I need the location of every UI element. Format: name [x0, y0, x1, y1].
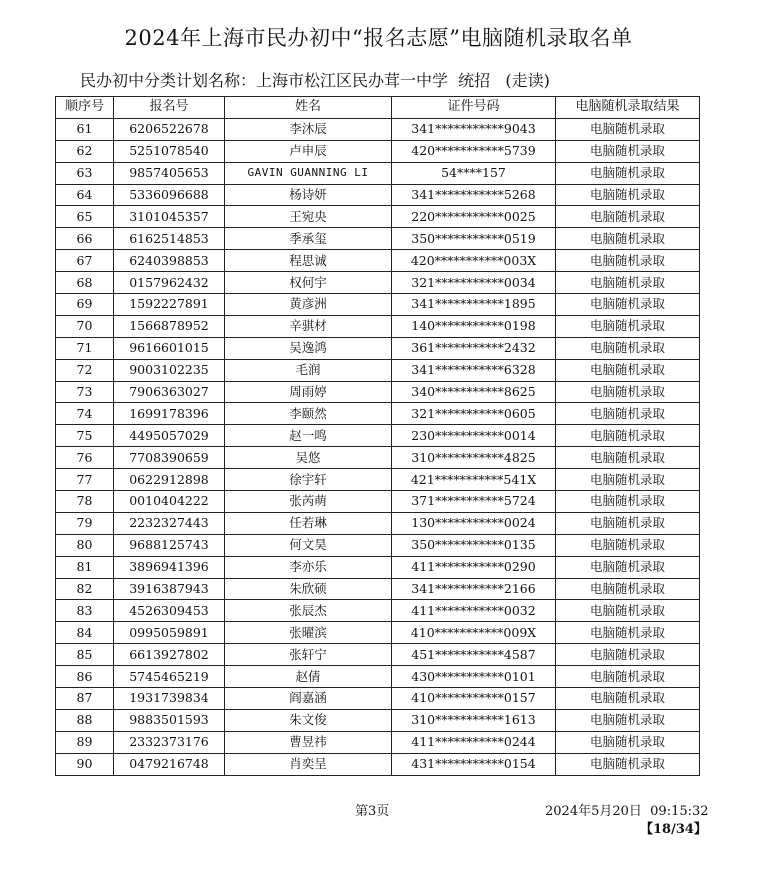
result-cell: 电脑随机录取	[556, 600, 700, 622]
reg-no-cell: 2232327443	[114, 512, 225, 534]
reg-no-cell: 9857405653	[114, 162, 225, 184]
seq-cell: 75	[56, 425, 114, 447]
seq-cell: 74	[56, 403, 114, 425]
seq-cell: 62	[56, 140, 114, 162]
id-no-cell: 310***********4825	[392, 447, 556, 469]
table-row	[56, 381, 700, 403]
seq-cell: 71	[56, 337, 114, 359]
result-cell: 电脑随机录取	[556, 272, 700, 294]
reg-no-cell: 9688125743	[114, 534, 225, 556]
id-no-cell: 340***********8625	[392, 381, 556, 403]
reg-no-cell: 0479216748	[114, 753, 225, 775]
name-cell: 何文昊	[225, 534, 392, 556]
table-row	[56, 359, 700, 381]
reg-no-cell: 0010404222	[114, 491, 225, 513]
table-row	[56, 512, 700, 534]
result-cell: 电脑随机录取	[556, 250, 700, 272]
seq-cell: 83	[56, 600, 114, 622]
id-no-cell: 230***********0014	[392, 425, 556, 447]
table-row	[56, 534, 700, 556]
reg-no-cell: 4526309453	[114, 600, 225, 622]
result-cell: 电脑随机录取	[556, 688, 700, 710]
result-cell: 电脑随机录取	[556, 753, 700, 775]
id-no-cell: 431***********0154	[392, 753, 556, 775]
id-no-cell: 341***********5268	[392, 184, 556, 206]
seq-cell: 89	[56, 731, 114, 753]
reg-no-cell: 0157962432	[114, 272, 225, 294]
result-cell: 电脑随机录取	[556, 731, 700, 753]
seq-cell: 80	[56, 534, 114, 556]
name-cell: 曹昱祎	[225, 731, 392, 753]
table-body	[56, 118, 700, 775]
name-cell: 赵倩	[225, 666, 392, 688]
result-cell: 电脑随机录取	[556, 315, 700, 337]
result-cell: 电脑随机录取	[556, 469, 700, 491]
id-no-cell: 341***********2166	[392, 578, 556, 600]
result-cell: 电脑随机录取	[556, 359, 700, 381]
reg-no-cell: 4495057029	[114, 425, 225, 447]
result-cell: 电脑随机录取	[556, 294, 700, 316]
id-no-cell: 350***********0519	[392, 228, 556, 250]
reg-no-cell: 1931739834	[114, 688, 225, 710]
name-cell: 吴悠	[225, 447, 392, 469]
result-cell: 电脑随机录取	[556, 491, 700, 513]
result-cell: 电脑随机录取	[556, 228, 700, 250]
name-cell: 朱文俊	[225, 709, 392, 731]
name-cell: 赵一鸣	[225, 425, 392, 447]
id-no-cell: 140***********0198	[392, 315, 556, 337]
result-cell: 电脑随机录取	[556, 337, 700, 359]
result-cell: 电脑随机录取	[556, 556, 700, 578]
reg-no-cell: 6613927802	[114, 644, 225, 666]
seq-cell: 68	[56, 272, 114, 294]
table-row	[56, 250, 700, 272]
table-row	[56, 447, 700, 469]
seq-cell: 84	[56, 622, 114, 644]
id-no-cell: 341***********9043	[392, 118, 556, 140]
table-row	[56, 709, 700, 731]
name-cell: 周雨婷	[225, 381, 392, 403]
name-cell: 朱欣硕	[225, 578, 392, 600]
page-number: 第3页	[355, 804, 390, 819]
header-id-no: 证件号码	[392, 97, 556, 119]
reg-no-cell: 3916387943	[114, 578, 225, 600]
reg-no-cell: 0622912898	[114, 469, 225, 491]
id-no-cell: 341***********1895	[392, 294, 556, 316]
plan-name: 民办初中分类计划名称：上海市松江区民办茸一中学 统招 (走读)	[80, 71, 550, 90]
id-no-cell: 310***********1613	[392, 709, 556, 731]
id-no-cell: 321***********0034	[392, 272, 556, 294]
id-no-cell: 411***********0244	[392, 731, 556, 753]
result-cell: 电脑随机录取	[556, 425, 700, 447]
seq-cell: 63	[56, 162, 114, 184]
reg-no-cell: 6240398853	[114, 250, 225, 272]
seq-cell: 81	[56, 556, 114, 578]
name-cell: 徐宇轩	[225, 469, 392, 491]
document-title: 2024年上海市民办初中“报名志愿”电脑随机录取名单	[124, 26, 633, 50]
name-cell: 肖奕呈	[225, 753, 392, 775]
table-row	[56, 469, 700, 491]
reg-no-cell: 6206522678	[114, 118, 225, 140]
table-row	[56, 140, 700, 162]
table-row	[56, 600, 700, 622]
result-cell: 电脑随机录取	[556, 512, 700, 534]
reg-no-cell: 9616601015	[114, 337, 225, 359]
table-row	[56, 578, 700, 600]
name-cell: 任若琳	[225, 512, 392, 534]
table-row	[56, 162, 700, 184]
result-cell: 电脑随机录取	[556, 622, 700, 644]
reg-no-cell: 0995059891	[114, 622, 225, 644]
seq-cell: 86	[56, 666, 114, 688]
name-cell: 黄彦洲	[225, 294, 392, 316]
id-no-cell: 130***********0024	[392, 512, 556, 534]
seq-cell: 79	[56, 512, 114, 534]
name-cell: 李沐辰	[225, 118, 392, 140]
result-cell: 电脑随机录取	[556, 644, 700, 666]
id-no-cell: 410***********009X	[392, 622, 556, 644]
reg-no-cell: 3896941396	[114, 556, 225, 578]
result-cell: 电脑随机录取	[556, 140, 700, 162]
name-cell: 杨诗妍	[225, 184, 392, 206]
name-cell: 张曜滨	[225, 622, 392, 644]
seq-cell: 73	[56, 381, 114, 403]
id-no-cell: 220***********0025	[392, 206, 556, 228]
table-row	[56, 184, 700, 206]
id-no-cell: 421***********541X	[392, 469, 556, 491]
result-cell: 电脑随机录取	[556, 534, 700, 556]
page-count: 【18/34】	[640, 822, 707, 837]
print-timestamp: 2024年5月20日 09:15:32	[545, 804, 709, 819]
table-row	[56, 491, 700, 513]
seq-cell: 90	[56, 753, 114, 775]
id-no-cell: 54****157	[392, 162, 556, 184]
name-cell: 张轩宁	[225, 644, 392, 666]
seq-cell: 70	[56, 315, 114, 337]
reg-no-cell: 2332373176	[114, 731, 225, 753]
seq-cell: 88	[56, 709, 114, 731]
name-cell: 程思诚	[225, 250, 392, 272]
id-no-cell: 420***********003X	[392, 250, 556, 272]
id-no-cell: 371***********5724	[392, 491, 556, 513]
seq-cell: 64	[56, 184, 114, 206]
seq-cell: 65	[56, 206, 114, 228]
table-row	[56, 644, 700, 666]
table-row	[56, 118, 700, 140]
seq-cell: 66	[56, 228, 114, 250]
result-cell: 电脑随机录取	[556, 578, 700, 600]
reg-no-cell: 9883501593	[114, 709, 225, 731]
result-cell: 电脑随机录取	[556, 206, 700, 228]
header-name: 姓名	[225, 97, 392, 119]
id-no-cell: 411***********0032	[392, 600, 556, 622]
result-cell: 电脑随机录取	[556, 447, 700, 469]
table-row	[56, 337, 700, 359]
result-cell: 电脑随机录取	[556, 666, 700, 688]
reg-no-cell: 1699178396	[114, 403, 225, 425]
table-row	[56, 403, 700, 425]
header-result: 电脑随机录取结果	[556, 97, 700, 119]
table-header-row	[56, 97, 700, 119]
name-cell: 卢申辰	[225, 140, 392, 162]
header-reg-no: 报名号	[114, 97, 225, 119]
seq-cell: 76	[56, 447, 114, 469]
name-cell: 权何宇	[225, 272, 392, 294]
seq-cell: 61	[56, 118, 114, 140]
admission-table	[55, 96, 700, 776]
seq-cell: 85	[56, 644, 114, 666]
result-cell: 电脑随机录取	[556, 709, 700, 731]
id-no-cell: 341***********6328	[392, 359, 556, 381]
table-row	[56, 206, 700, 228]
reg-no-cell: 5251078540	[114, 140, 225, 162]
result-cell: 电脑随机录取	[556, 381, 700, 403]
table-row	[56, 315, 700, 337]
name-cell: 毛润	[225, 359, 392, 381]
reg-no-cell: 5336096688	[114, 184, 225, 206]
table-row	[56, 294, 700, 316]
table-row	[56, 753, 700, 775]
seq-cell: 77	[56, 469, 114, 491]
seq-cell: 82	[56, 578, 114, 600]
name-cell: 李亦乐	[225, 556, 392, 578]
id-no-cell: 361***********2432	[392, 337, 556, 359]
result-cell: 电脑随机录取	[556, 162, 700, 184]
reg-no-cell: 5745465219	[114, 666, 225, 688]
id-no-cell: 410***********0157	[392, 688, 556, 710]
name-cell: 辛骐材	[225, 315, 392, 337]
table-row	[56, 228, 700, 250]
header-seq: 顺序号	[56, 97, 114, 119]
name-cell: 李颐然	[225, 403, 392, 425]
seq-cell: 69	[56, 294, 114, 316]
table-row	[56, 688, 700, 710]
reg-no-cell: 9003102235	[114, 359, 225, 381]
seq-cell: 87	[56, 688, 114, 710]
reg-no-cell: 7708390659	[114, 447, 225, 469]
table-row	[56, 556, 700, 578]
result-cell: 电脑随机录取	[556, 118, 700, 140]
name-cell: GAVIN GUANNING LI	[225, 162, 392, 184]
id-no-cell: 430***********0101	[392, 666, 556, 688]
result-cell: 电脑随机录取	[556, 184, 700, 206]
name-cell: 张芮萌	[225, 491, 392, 513]
table-row	[56, 425, 700, 447]
name-cell: 王宛央	[225, 206, 392, 228]
table-row	[56, 731, 700, 753]
seq-cell: 78	[56, 491, 114, 513]
id-no-cell: 420***********5739	[392, 140, 556, 162]
result-cell: 电脑随机录取	[556, 403, 700, 425]
seq-cell: 72	[56, 359, 114, 381]
id-no-cell: 321***********0605	[392, 403, 556, 425]
id-no-cell: 411***********0290	[392, 556, 556, 578]
id-no-cell: 350***********0135	[392, 534, 556, 556]
table-row	[56, 622, 700, 644]
seq-cell: 67	[56, 250, 114, 272]
reg-no-cell: 7906363027	[114, 381, 225, 403]
name-cell: 季承玺	[225, 228, 392, 250]
name-cell: 吴逸鸿	[225, 337, 392, 359]
reg-no-cell: 3101045357	[114, 206, 225, 228]
reg-no-cell: 1592227891	[114, 294, 225, 316]
reg-no-cell: 1566878952	[114, 315, 225, 337]
reg-no-cell: 6162514853	[114, 228, 225, 250]
table-row	[56, 666, 700, 688]
id-no-cell: 451***********4587	[392, 644, 556, 666]
name-cell: 张辰杰	[225, 600, 392, 622]
name-cell: 阎嘉涵	[225, 688, 392, 710]
table-row	[56, 272, 700, 294]
